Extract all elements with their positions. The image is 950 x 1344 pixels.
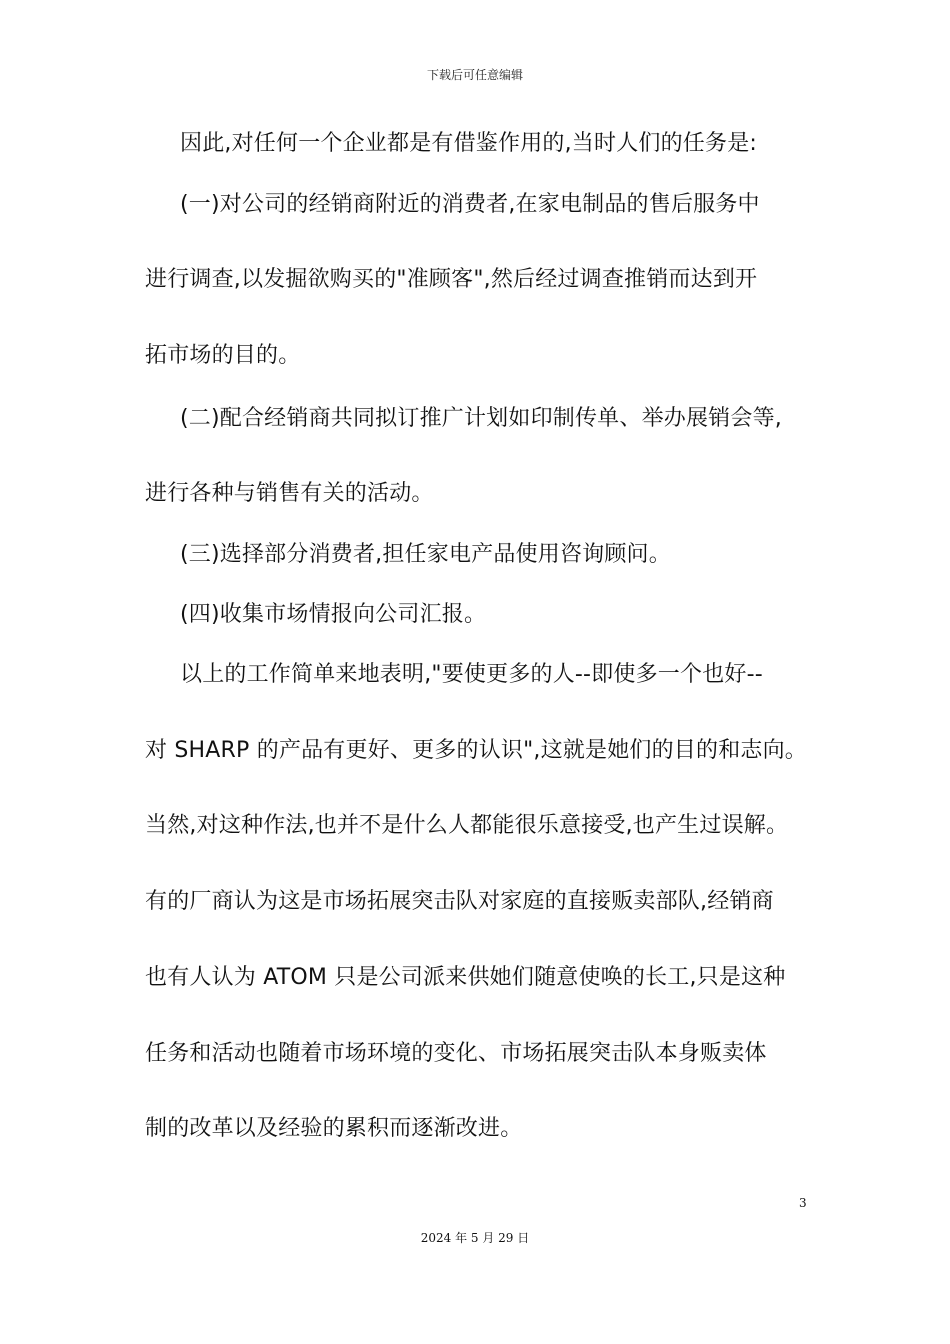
body-line-2: (一)对公司的经销商附近的消费者,在家电制品的售后服务中: [180, 192, 760, 217]
body-line-10: 对 SHARP 的产品有更好、更多的认识",这就是她们的目的和志向。: [145, 738, 808, 763]
body-line-4: 拓市场的目的。: [145, 343, 301, 368]
body-line-9: 以上的工作简单来地表明,"要使更多的人--即使多一个也好--: [180, 662, 763, 687]
body-line-1: 因此,对任何一个企业都是有借鉴作用的,当时人们的任务是:: [180, 131, 758, 156]
body-line-7: (三)选择部分消费者,担任家电产品使用咨询顾问。: [180, 542, 671, 567]
page-header: 下载后可任意编辑: [426, 68, 523, 82]
body-line-5: (二)配合经销商共同拟订推广计划如印制传单、举办展销会等,: [180, 406, 782, 431]
body-line-15: 制的改革以及经验的累积而逐渐改进。: [145, 1116, 523, 1141]
body-line-13: 也有人认为 ATOM 只是公司派来供她们随意使唤的长工,只是这种: [145, 965, 786, 990]
footer-date: 2024 年 5 月 29 日: [420, 1231, 530, 1245]
body-line-6: 进行各种与销售有关的活动。: [145, 481, 434, 506]
body-line-3: 进行调查,以发掘欲购买的"准顾客",然后经过调查推销而达到开: [145, 267, 758, 292]
body-line-14: 任务和活动也随着市场环境的变化、市场拓展突击队本身贩卖体: [145, 1041, 767, 1066]
page-number: 3: [799, 1196, 807, 1210]
body-line-11: 当然,对这种作法,也并不是什么人都能很乐意接受,也产生过误解。: [145, 813, 789, 838]
body-line-12: 有的厂商认为这是市场拓展突击队对家庭的直接贩卖部队,经销商: [145, 889, 774, 914]
body-line-8: (四)收集市场情报向公司汇报。: [180, 602, 487, 627]
